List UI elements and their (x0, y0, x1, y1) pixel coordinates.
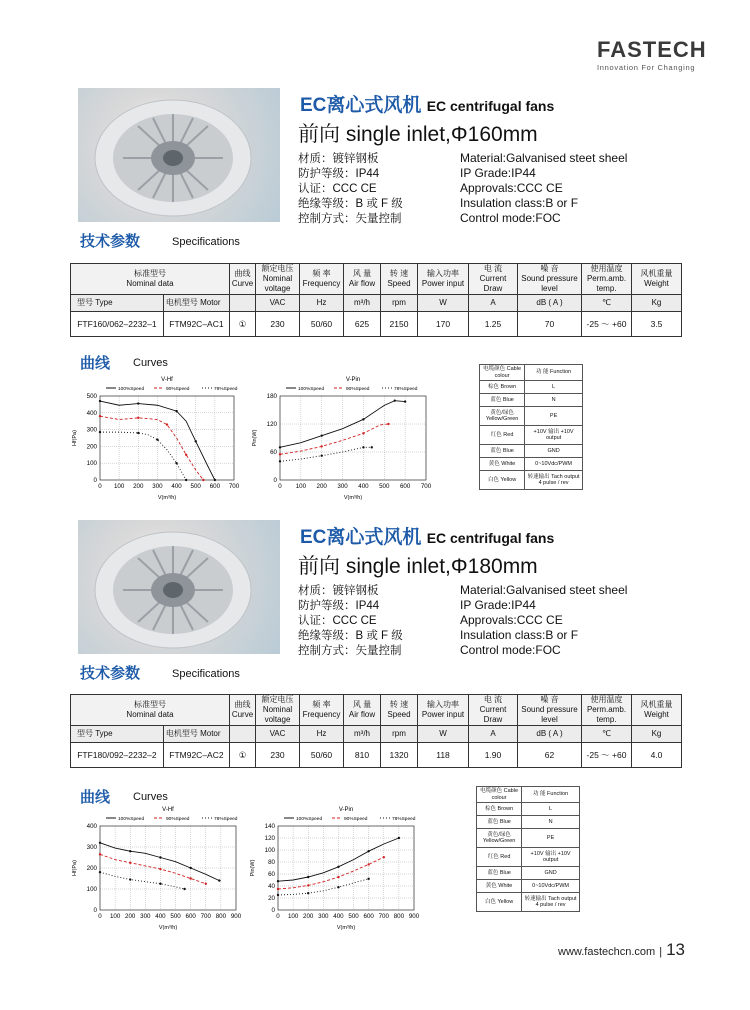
x-tick-label: 300 (337, 483, 348, 490)
x-tick-label: 400 (333, 913, 344, 920)
hdr-current: 电 流 Current Draw (469, 264, 518, 295)
legend-entry: 100%Speed (296, 817, 323, 822)
x-tick-label: 0 (98, 483, 102, 490)
x-tick-label: 100 (109, 913, 121, 920)
series-line (100, 843, 219, 881)
legend-entry: 78%Speed (394, 387, 418, 392)
chart-vpin-160 (248, 374, 438, 507)
wire-header-function: 功 能 Function (522, 787, 580, 803)
page-number: 13 (666, 940, 685, 959)
logo-tagline: Innovation For Changing (597, 63, 696, 72)
data-point (367, 863, 369, 865)
wire-function: 转速输出 Tach output 4 pulse / rev (525, 471, 583, 490)
wire-row (477, 880, 580, 893)
x-tick-label: 300 (152, 483, 163, 490)
data-point (279, 460, 281, 462)
wire-function: GND (525, 445, 583, 458)
x-tick-label: 900 (230, 913, 242, 920)
data-point (202, 479, 204, 481)
wire-colour: 白色 Yellow (477, 893, 522, 912)
spec-list-cn: 材质：镀锌钢板 防护等级：IP44 认证：CCC CE 绝缘等级：B 或 F 级 控制方式：矢量控制 (298, 585, 403, 657)
wire-colour: 蓝色 Blue (480, 445, 525, 458)
data-point (175, 410, 177, 412)
data-point (175, 462, 177, 464)
wiring-table-160 (479, 364, 583, 490)
y-tick-label: 60 (270, 449, 277, 456)
x-tick-label: 400 (155, 913, 166, 920)
data-point (383, 856, 385, 858)
logo-brand: FASTECH (597, 37, 707, 62)
data-point (279, 446, 281, 448)
legend-entry: 90%Speed (166, 817, 190, 822)
y-tick-label: 300 (86, 426, 97, 434)
y-tick-label: 80 (268, 859, 275, 866)
data-point (277, 888, 279, 890)
wire-row (480, 407, 583, 426)
wiring-table-180 (476, 786, 580, 912)
data-point (159, 868, 161, 870)
y-tick-label: 500 (86, 393, 97, 400)
chart-title: V-Pin (345, 377, 361, 383)
data-point (205, 883, 207, 885)
x-tick-label: 500 (348, 913, 359, 920)
y-tick-label: 100 (86, 886, 97, 893)
wire-colour: 蓝色 Blue (477, 816, 522, 829)
wire-function: 0~10Vdc/PWM (522, 880, 580, 893)
hdr-power: 输入功率 Power input (418, 264, 469, 295)
wire-colour: 红色 Red (480, 426, 525, 445)
wire-row (480, 458, 583, 471)
hdr-airflow: 风 量 Air flow (344, 264, 381, 295)
inlet-size: 前向 single inlet,Φ180mm (298, 555, 538, 578)
wire-row (477, 867, 580, 880)
data-point (99, 415, 101, 417)
x-tick-label: 100 (113, 483, 125, 490)
data-point (129, 878, 131, 880)
data-point (362, 446, 364, 448)
wire-function: N (522, 816, 580, 829)
chart-title: V-Pin (338, 807, 354, 813)
unit-type: 型号 Type (71, 295, 164, 312)
series-line (280, 424, 388, 454)
wire-colour: 棕色 Brown (477, 803, 522, 816)
wire-function: L (525, 381, 583, 394)
hdr-frequency: 频 率 Frequency (300, 264, 344, 295)
wire-row (480, 381, 583, 394)
spec-heading-en: Specifications (172, 668, 240, 680)
data-point (99, 871, 101, 873)
x-tick-label: 400 (171, 483, 182, 490)
y-tick-label: 120 (264, 835, 275, 842)
chart-title: V-Hf (162, 807, 174, 813)
hdr-sound: 噪 音 Sound pressure level (518, 264, 582, 295)
product-title: EC离心式风机 EC centrifugal fans (300, 95, 555, 116)
wire-function: PE (525, 407, 583, 426)
legend-entry: 100%Speed (298, 387, 325, 392)
hdr-curve: 曲线 Curve (230, 264, 256, 295)
legend-entry: 90%Speed (344, 817, 368, 822)
wire-function: L (522, 803, 580, 816)
wire-function: +10V 输出 +10V output (525, 426, 583, 445)
series-line (100, 432, 186, 480)
wire-function: 转速输出 Tach output 4 pulse / rev (522, 893, 580, 912)
wire-colour: 黄色/绿色 Yellow/Green (477, 829, 522, 848)
data-point (279, 453, 281, 455)
data-point (189, 877, 191, 879)
data-point (99, 431, 101, 433)
curves-heading-cn: 曲线 (80, 355, 111, 372)
data-point (99, 400, 101, 402)
x-tick-label: 700 (228, 483, 240, 490)
legend-entry: 78%Speed (214, 817, 238, 822)
data-point (277, 880, 279, 882)
fan-photo (78, 88, 280, 222)
x-tick-label: 800 (215, 913, 227, 920)
y-tick-label: 0 (93, 907, 97, 914)
inlet-size: 前向 single inlet,Φ160mm (298, 123, 538, 146)
data-point (129, 850, 131, 852)
y-axis-label: Pin(W) (250, 859, 256, 877)
y-tick-label: 200 (86, 443, 97, 451)
wire-colour: 黄色 White (477, 880, 522, 893)
wire-row (477, 893, 580, 912)
wire-colour: 棕色 Brown (480, 381, 525, 394)
wire-header-function: 功 能 Function (525, 365, 583, 381)
wire-row (480, 445, 583, 458)
fan-photo (78, 520, 280, 654)
x-tick-label: 600 (399, 483, 411, 490)
y-tick-label: 0 (271, 907, 275, 914)
unit-motor: 电机型号 Motor (163, 295, 229, 312)
data-point (387, 423, 389, 425)
y-axis-label: Hf(Pa) (72, 430, 78, 446)
data-point (185, 454, 187, 456)
y-tick-label: 0 (273, 477, 277, 484)
plot-frame (278, 826, 414, 910)
y-tick-label: 400 (86, 409, 97, 417)
footer: www.fastechcn.com | 13 (558, 940, 685, 959)
wire-function: PE (522, 829, 580, 848)
plot-frame (280, 396, 426, 480)
legend-entry: 100%Speed (118, 387, 145, 392)
curves-heading-en: Curves (133, 791, 168, 803)
data-point (321, 445, 323, 447)
x-tick-label: 200 (133, 483, 144, 490)
data-point (307, 876, 309, 878)
data-point (189, 867, 191, 869)
wire-row (477, 803, 580, 816)
wire-colour: 蓝色 Blue (477, 867, 522, 880)
spec-heading-cn: 技术参数 (80, 233, 141, 250)
y-tick-label: 400 (86, 823, 97, 830)
data-point (307, 884, 309, 886)
data-point (137, 417, 139, 419)
wire-row (477, 816, 580, 829)
y-tick-label: 120 (266, 421, 277, 428)
chart-vhf-160 (68, 374, 246, 507)
x-tick-label: 200 (303, 913, 314, 920)
data-point (321, 434, 323, 436)
data-point (159, 856, 161, 858)
y-tick-label: 300 (86, 844, 97, 851)
data-point (398, 837, 400, 839)
legend-entry: 90%Speed (166, 387, 190, 392)
legend-entry: 100%Speed (118, 817, 145, 822)
x-tick-label: 700 (420, 483, 432, 490)
data-point (214, 479, 216, 481)
x-tick-label: 400 (358, 483, 369, 490)
data-point (137, 402, 139, 404)
x-tick-label: 700 (200, 913, 211, 920)
wire-header-colour: 电缆颜色 Cable colour (477, 787, 522, 803)
y-axis-label: Pin(W) (252, 429, 258, 447)
y-tick-label: 140 (264, 823, 275, 830)
data-point (362, 418, 364, 420)
data-point (277, 894, 279, 896)
y-tick-label: 180 (266, 393, 277, 400)
x-tick-label: 500 (170, 913, 181, 920)
spec-list-cn: 材质：镀锌钢板 防护等级：IP44 认证：CCC CE 绝缘等级：B 或 F 级 控制方式：矢量控制 (298, 153, 403, 225)
y-tick-label: 20 (268, 895, 275, 902)
spec-list-en: Material:Galvanised steet sheel IP Grade:IP44 Approvals:CCC CE Insulation class:B or F Control mode:FOC (460, 151, 628, 225)
y-tick-label: 0 (93, 477, 97, 484)
series-line (100, 872, 185, 889)
data-point (337, 886, 339, 888)
x-tick-label: 200 (316, 483, 327, 490)
x-axis-label: V(m³/h) (158, 925, 178, 931)
wire-colour: 红色 Red (477, 848, 522, 867)
x-axis-label: V(m³/h) (343, 495, 363, 501)
brand-logo (597, 38, 707, 72)
legend-entry: 78%Speed (214, 387, 238, 392)
spec-heading-en: Specifications (172, 236, 240, 248)
spec-table-180: 标准型号 Nominal data 曲线 Curve 额定电压 Nominal voltage 频 率 Frequency 风 量 Air flow 转 速 Speed 输入功率 Power input 电 流 Current Draw 噪 音 Sound pressure level 使用温度 Perm.amb. temp. 风机重量 Weight 型号 Type 电机型号 Motor VAC Hz m³/h rpm W A dB ( A ) ℃ Kg FTF180/092–2232–2 FTM92C–AC2 ① 230 50/60 810 1320 118 1.90 62 -25 ～ +60 4.0 (70, 694, 682, 768)
data-point (367, 878, 369, 880)
hdr-voltage: 额定电压 Nominal voltage (256, 264, 300, 295)
curves-heading-en: Curves (133, 357, 168, 369)
data-point (362, 432, 364, 434)
data-point (166, 423, 168, 425)
data-point (394, 399, 396, 401)
chart-title: V-Hf (161, 377, 173, 383)
y-tick-label: 200 (86, 865, 97, 872)
y-tick-label: 100 (86, 460, 97, 468)
footer-url[interactable]: www.fastechcn.com (558, 946, 656, 958)
data-point (99, 853, 101, 855)
wire-colour: 蓝色 Blue (480, 394, 525, 407)
data-point (321, 455, 323, 457)
data-point (99, 842, 101, 844)
x-tick-label: 700 (378, 913, 389, 920)
wire-colour: 白色 Yellow (480, 471, 525, 490)
wire-row (477, 848, 580, 867)
y-tick-label: 60 (268, 871, 275, 878)
hdr-nominal: 标准型号 Nominal data (71, 264, 230, 295)
x-tick-label: 500 (190, 483, 201, 490)
data-point (159, 883, 161, 885)
chart-vpin-180 (246, 804, 426, 937)
wire-row (480, 426, 583, 445)
hdr-weight: 风机重量 Weight (632, 264, 682, 295)
legend-entry: 78%Speed (392, 817, 416, 822)
data-point (307, 892, 309, 894)
spec-heading-cn: 技术参数 (80, 665, 141, 682)
y-axis-label: Hf(Pa) (72, 860, 78, 876)
table-row: FTF180/092–2232–2 FTM92C–AC2 ① 230 50/60 810 1320 118 1.90 62 -25 ～ +60 4.0 (71, 743, 682, 768)
curves-heading-cn: 曲线 (80, 789, 111, 806)
wire-colour: 黄色 White (480, 458, 525, 471)
data-point (337, 866, 339, 868)
legend-entry: 90%Speed (346, 387, 370, 392)
spec-table-160: 标准型号 Nominal data 曲线 Curve 额定电压 Nominal voltage 频 率 Frequency 风 量 Air flow 转 速 Speed 输入功率 Power input 电 流 Current Draw 噪 音 Sound pressure level 使用温度 Perm.amb. temp. 风机重量 Weight 型号 Type 电机型号 Motor VAC Hz m³/h rpm W A dB ( A ) ℃ Kg FTF160/062–2232–1 FTM92C–AC1 ① 230 50/60 625 2150 170 1.25 70 -25 ～ +60 3.5 (70, 263, 682, 337)
hdr-temp: 使用温度 Perm.amb. temp. (582, 264, 632, 295)
y-tick-label: 100 (264, 847, 275, 854)
data-point (404, 400, 406, 402)
data-point (218, 879, 220, 881)
wire-function: +10V 输出 +10V output (522, 848, 580, 867)
data-point (137, 432, 139, 434)
x-tick-label: 300 (140, 913, 151, 920)
wire-colour: 黄色/绿色 Yellow/Green (480, 407, 525, 426)
x-tick-label: 900 (408, 913, 420, 920)
x-tick-label: 0 (276, 913, 280, 920)
x-tick-label: 600 (185, 913, 196, 920)
x-tick-label: 100 (295, 483, 307, 490)
data-point (183, 888, 185, 890)
wire-function: 0~10Vdc/PWM (525, 458, 583, 471)
wire-row (477, 829, 580, 848)
wire-function: GND (522, 867, 580, 880)
y-tick-label: 40 (268, 883, 275, 890)
wire-row (480, 471, 583, 490)
hdr-speed: 转 速 Speed (381, 264, 418, 295)
x-tick-label: 200 (125, 913, 136, 920)
x-axis-label: V(m³/h) (336, 925, 356, 931)
wire-row (480, 394, 583, 407)
x-tick-label: 0 (278, 483, 282, 490)
wire-header-colour: 电缆颜色 Cable colour (480, 365, 525, 381)
table-row: FTF160/062–2232–1 FTM92C–AC1 ① 230 50/60 625 2150 170 1.25 70 -25 ～ +60 3.5 (71, 312, 682, 337)
x-tick-label: 600 (209, 483, 221, 490)
x-tick-label: 300 (318, 913, 329, 920)
spec-list-en: Material:Galvanised steet sheel IP Grade:IP44 Approvals:CCC CE Insulation class:B or F Control mode:FOC (460, 583, 628, 657)
series-line (280, 447, 372, 461)
data-point (185, 479, 187, 481)
wire-function: N (525, 394, 583, 407)
product-title: EC离心式风机 EC centrifugal fans (300, 527, 555, 548)
x-tick-label: 0 (98, 913, 102, 920)
data-point (367, 850, 369, 852)
chart-vhf-180 (68, 804, 248, 937)
data-point (337, 876, 339, 878)
x-tick-label: 800 (393, 913, 405, 920)
x-tick-label: 600 (363, 913, 374, 920)
x-tick-label: 500 (379, 483, 390, 490)
data-point (129, 862, 131, 864)
data-point (195, 440, 197, 442)
x-tick-label: 100 (287, 913, 299, 920)
data-point (156, 438, 158, 440)
x-axis-label: V(m³/h) (157, 495, 177, 501)
data-point (371, 446, 373, 448)
